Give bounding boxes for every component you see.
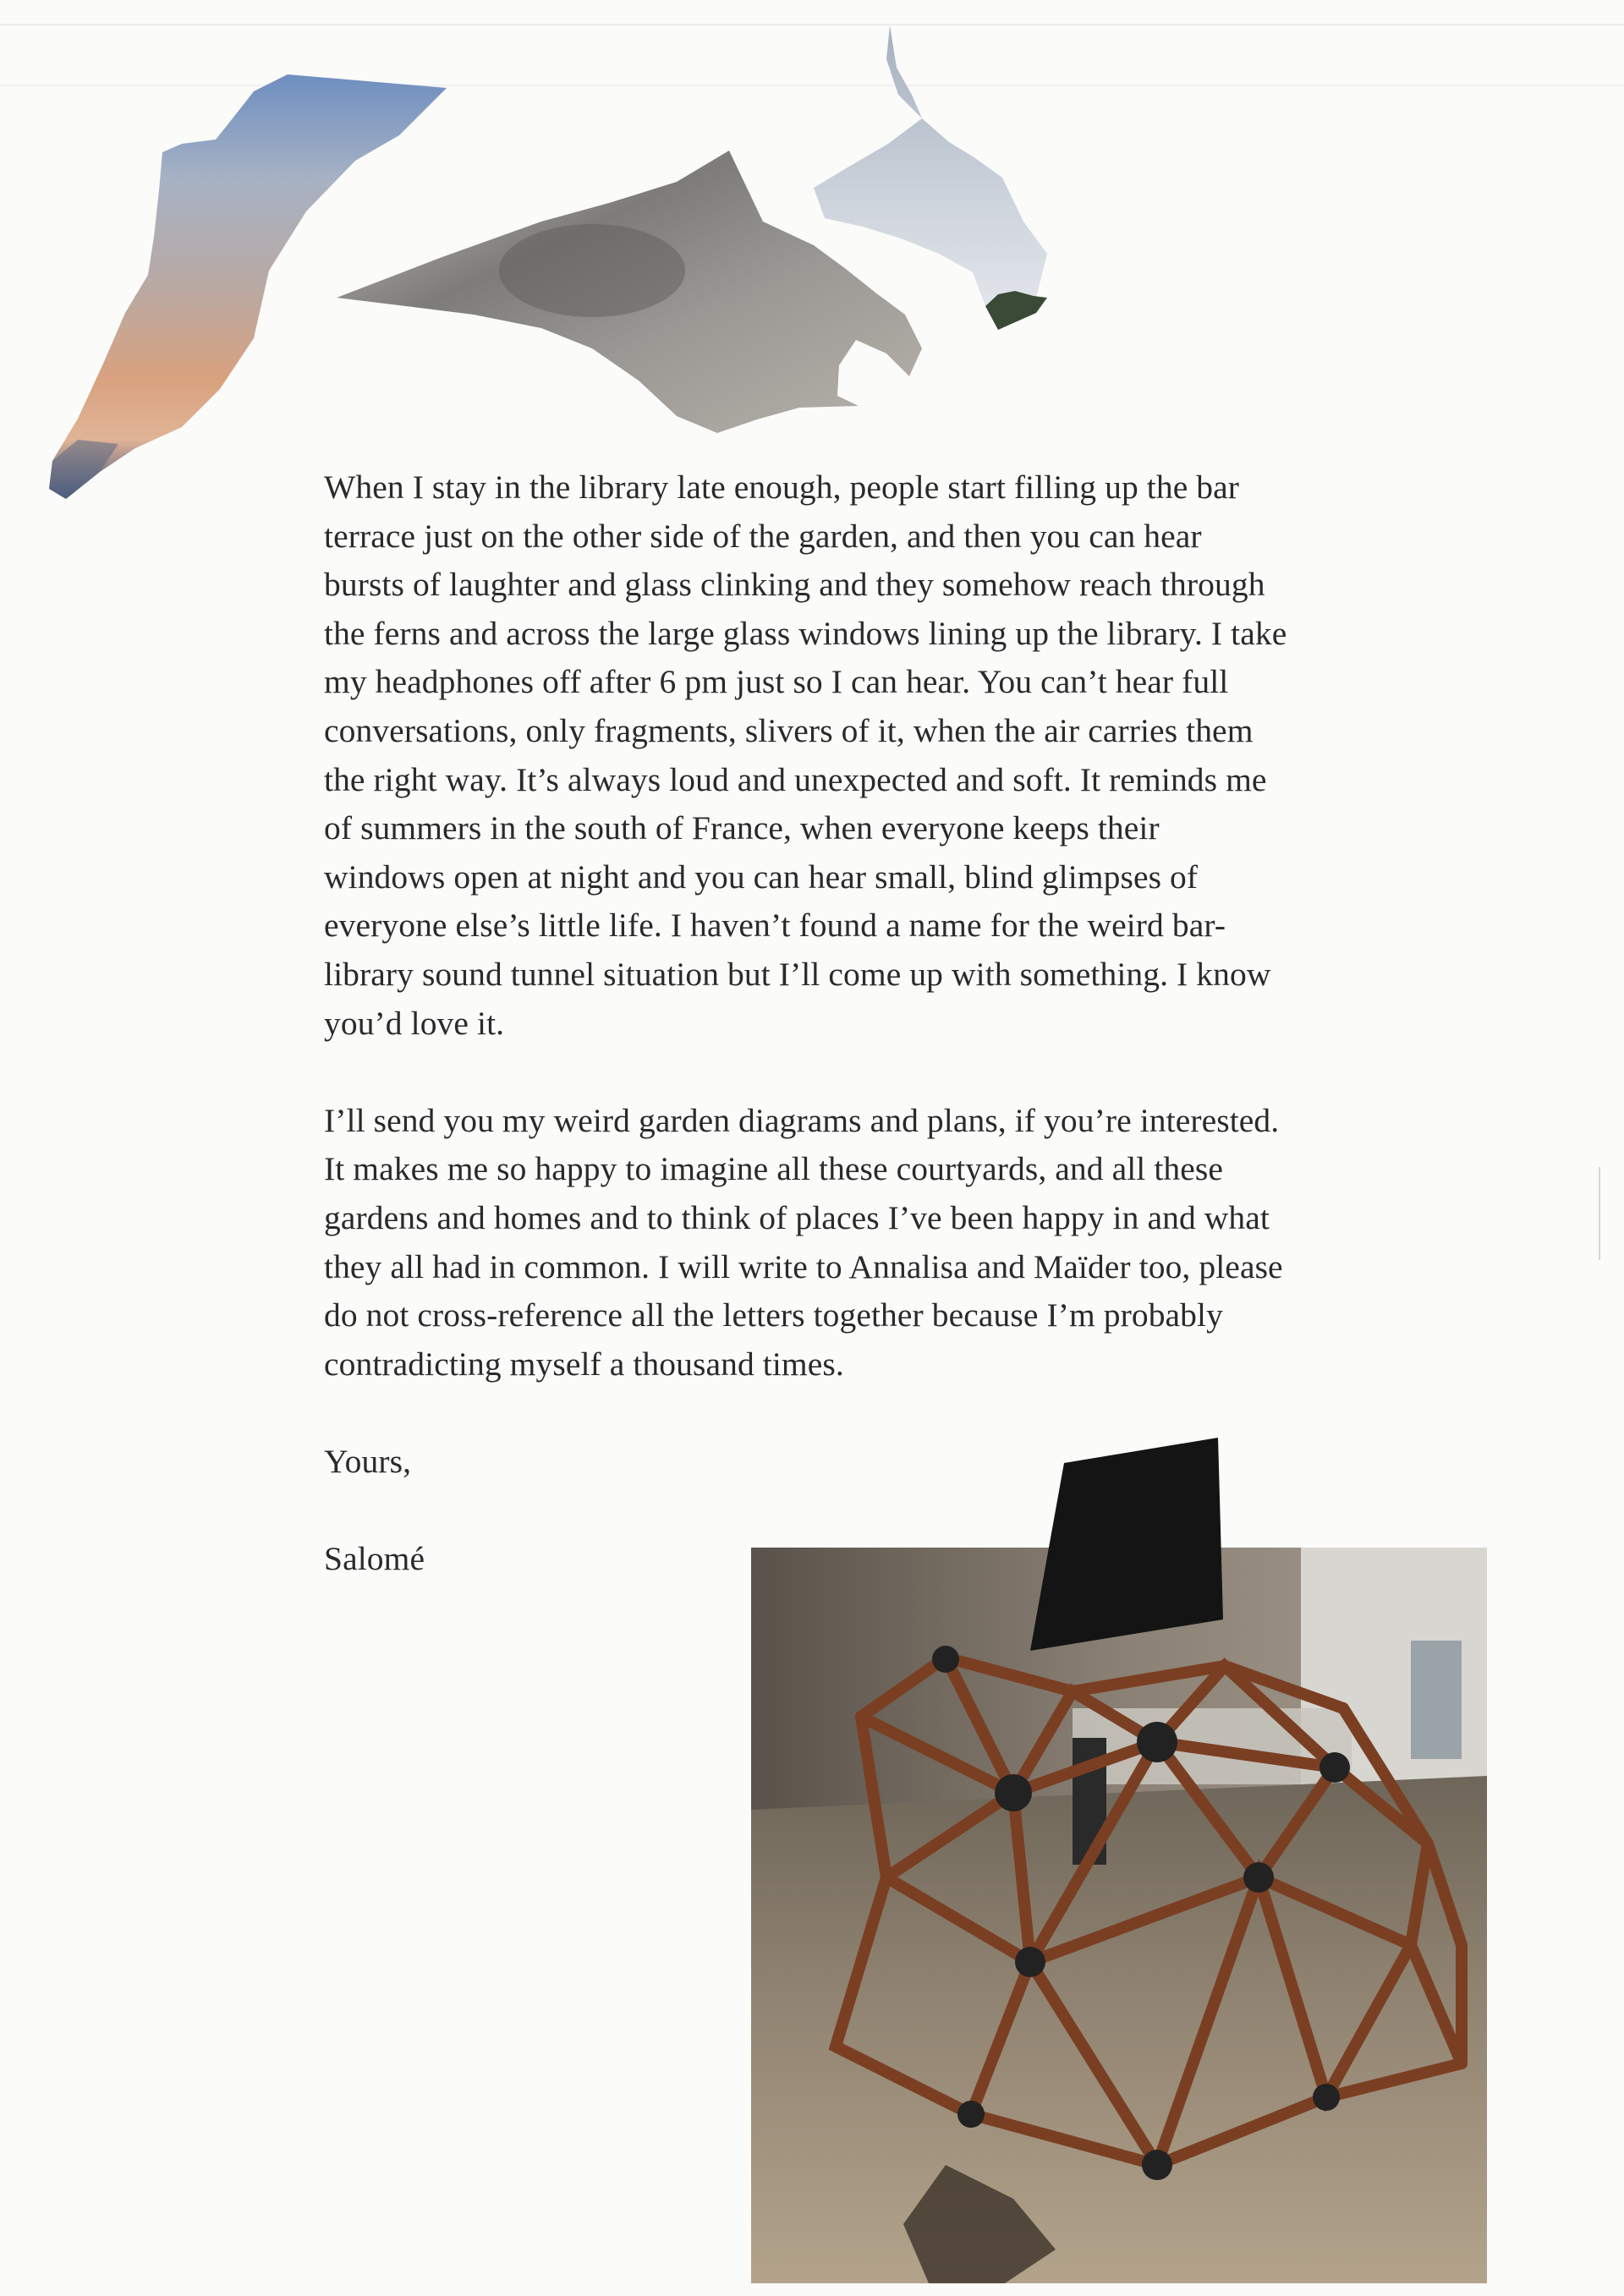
letter-paragraph-2: I’ll send you my weird garden diagrams and plans, if you’re interested. It makes me so happy to imagine all these courtyards, and all these gardens and homes and to think of places I’ve been happy in and what they all had in common. I will write to Annalisa and Maïder too, please do not cross-reference all the letters together because I’m probably contradicting myself a thousand times. [324,1101,1283,1383]
building-window [1411,1641,1462,1759]
dark-sunset-band [49,440,118,499]
sky-cutout-collage [0,0,1624,524]
letter-paragraph-1: When I stay in the library late enough, people start filling up the bar terrace just on the other side of the garden, and then you can hear bursts of laughter and glass clinking and they somehow reach through the ferns and across the large glass windows lining up the library. I take my headphones off after 6 pm just so I can hear. You can’t hear full conversations, only fragments, slivers of it, when the air carries them the right way. It’s always loud and unexpected and soft. It reminds me of summers in the south of France, when everyone keeps their windows open at night and you can hear small, blind glimpses of everyone else’s little life. I haven’t found a name for the weird bar-library sound tunnel situation but I’ll come up with something. I know you’d love it. [324,469,1287,1042]
courtyard-ground [751,1776,1487,2283]
letter-closing: Yours, [324,1442,412,1480]
geodesic-dome-photo [751,1438,1487,2283]
scan-edge-mark [1599,1167,1600,1260]
black-board [1030,1438,1223,1651]
storm-cloud-dark-mass [499,224,685,317]
letter-body [324,463,1288,1584]
letter-signature: Salomé [324,1540,425,1578]
dome-photo-image [751,1438,1487,2283]
